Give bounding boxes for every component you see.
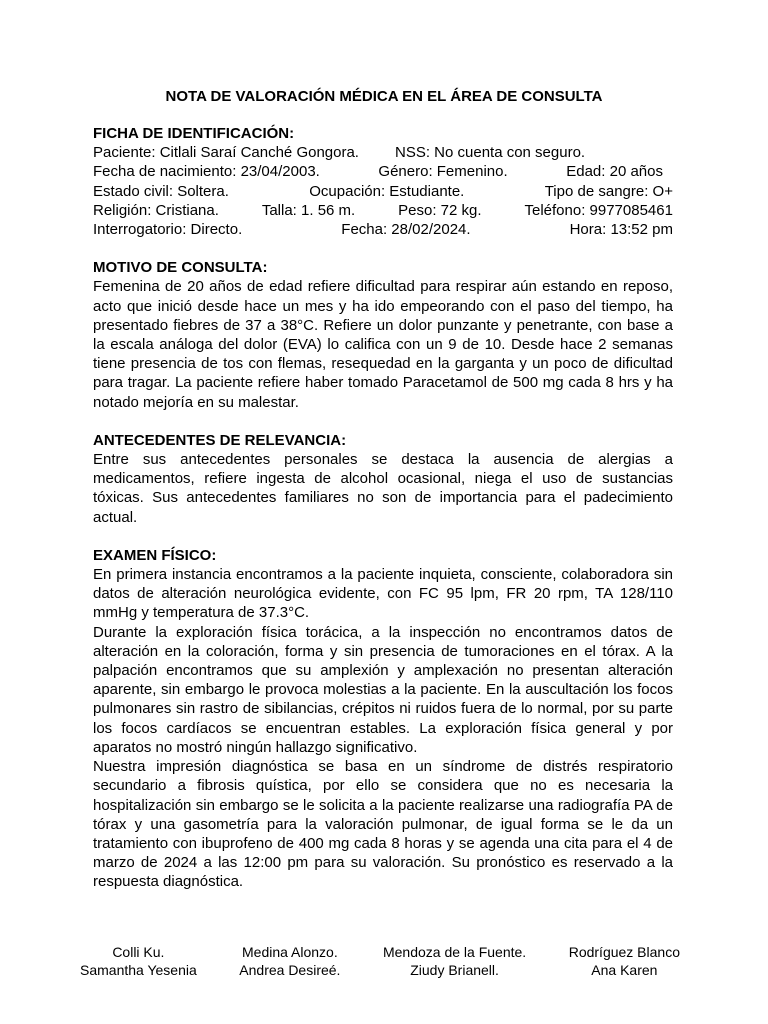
signature-colli (80, 943, 197, 979)
signature-given-name: Andrea Desireé. (239, 962, 341, 978)
ficha-heading: FICHA DE IDENTIFICACIÓN: (93, 125, 295, 142)
antecedentes-heading: ANTECEDENTES DE RELEVANCIA: (93, 431, 347, 449)
ficha-row-religion (93, 201, 673, 220)
document-title: NOTA DE VALORACIÓN MÉDICA EN EL ÁREA DE CONSULTA (165, 88, 603, 105)
field-estado-civil: Estado civil: Soltera. (93, 182, 229, 200)
examen-paragraph-3: Nuestra impresión diagnóstica se basa en un síndrome de distrés respiratorio secundario a fibrosis quística, por ello se considera que no es necesaria la hospitalización sin embargo se le solicita a la paciente realizarse una radiografía PA de tórax y una gasometría para la valoración pulmonar, de igual forma se le da un tratamiento con ibuprofeno de 400 mg cada 8 horas y se agenda una cita para el 4 de marzo de 2024 a las 12:00 pm para su valoración. Su pronóstico es reservado a la respuesta diagnóstica. (93, 758, 673, 891)
signature-given-name: Samantha Yesenia (80, 962, 197, 978)
signature-given-name: Ziudy Brianell. (410, 962, 499, 978)
signature-surname: Medina Alonzo. (242, 944, 338, 960)
signature-rodriguez (569, 943, 680, 979)
document-body (93, 124, 673, 892)
field-fecha: Fecha: 28/02/2024. (341, 221, 471, 239)
field-edad: Edad: 20 años (566, 163, 663, 181)
signature-given-name: Ana Karen (591, 962, 658, 978)
ficha-row-paciente (93, 143, 673, 162)
signature-mendoza (383, 943, 526, 979)
field-hora: Hora: 13:52 pm (569, 221, 673, 239)
ficha-row-nacimiento (93, 162, 663, 181)
antecedentes-text: Entre sus antecedentes personales se destaca la ausencia de alergias a medicamentos, refiere ingesta de alcohol ocasional, niega el uso de sustancias tóxicas. Sus antecedentes familiares no son de importancia para el padecimiento actual. (93, 451, 673, 526)
field-genero: Género: Femenino. (378, 163, 508, 181)
signature-surname: Colli Ku. (112, 944, 165, 960)
motivo-text: Femenina de 20 años de edad refiere dificultad para respirar aún estando en reposo, acto que inició desde hace un mes y ha ido empeorando con el paso del tiempo, ha presentado fiebres de 37 a 38°C. Refiere un dolor punzante y penetrante, con base a la escala análoga del dolor (EVA) lo califica con un 9 de 10. Desde hace 2 semanas tiene presencia de tos con flemas, resequedad en la garganta y un poco de dificultad para tragar. La paciente refiere haber tomado Paracetamol de 500 mg cada 8 hrs y ha notado mejoría en su malestar. (93, 278, 673, 411)
field-telefono: Teléfono: 9977085461 (524, 201, 673, 219)
signature-surname: Mendoza de la Fuente. (382, 944, 527, 960)
field-nss: NSS: No cuenta con seguro. (394, 144, 586, 162)
field-tipo-sangre: Tipo de sangre: O+ (544, 182, 673, 200)
examen-paragraph-1: En primera instancia encontramos a la paciente inquieta, consciente, colaboradora sin datos de alteración neurológica evidente, con FC 95 lpm, FR 20 rpm, TA 128/110 mmHg y temperatura de 37.3°C. (93, 566, 673, 622)
examen-paragraph-2: Durante la exploración física torácica, a la inspección no encontramos datos de alteración en la coloración, forma y sin presencia de tumoraciones en el tórax. A la palpación encontramos que su amplexión y amplexación no presentan alteración aparente, sin embargo le provoca molestias a la paciente. En la auscultación los focos pulmonares sin rastro de sibilancias, crépitos ni ruidos fuera de lo normal, por su parte los focos cardíacos se encuentran estables. La exploración física general y por aparatos no mostró ningún hallazgo significativo. (93, 623, 673, 756)
field-ocupacion: Ocupación: Estudiante. (309, 182, 465, 200)
field-peso: Peso: 72 kg. (398, 201, 482, 219)
signature-surname: Rodríguez Blanco (568, 944, 680, 960)
field-talla: Talla: 1. 56 m. (261, 201, 356, 219)
examen-heading: EXAMEN FÍSICO: (93, 546, 217, 564)
field-religion: Religión: Cristiana. (93, 201, 219, 219)
field-interrogatorio: Interrogatorio: Directo. (93, 221, 243, 239)
signature-block (80, 943, 680, 979)
field-paciente: Paciente: Citlali Saraí Canché Gongora. (93, 144, 359, 162)
signature-medina (239, 943, 340, 979)
field-fecha-nacimiento: Fecha de nacimiento: 23/04/2003. (93, 163, 320, 181)
motivo-heading: MOTIVO DE CONSULTA: (93, 259, 268, 277)
ficha-row-estado-civil (93, 182, 673, 201)
ficha-row-interrogatorio (93, 220, 673, 239)
